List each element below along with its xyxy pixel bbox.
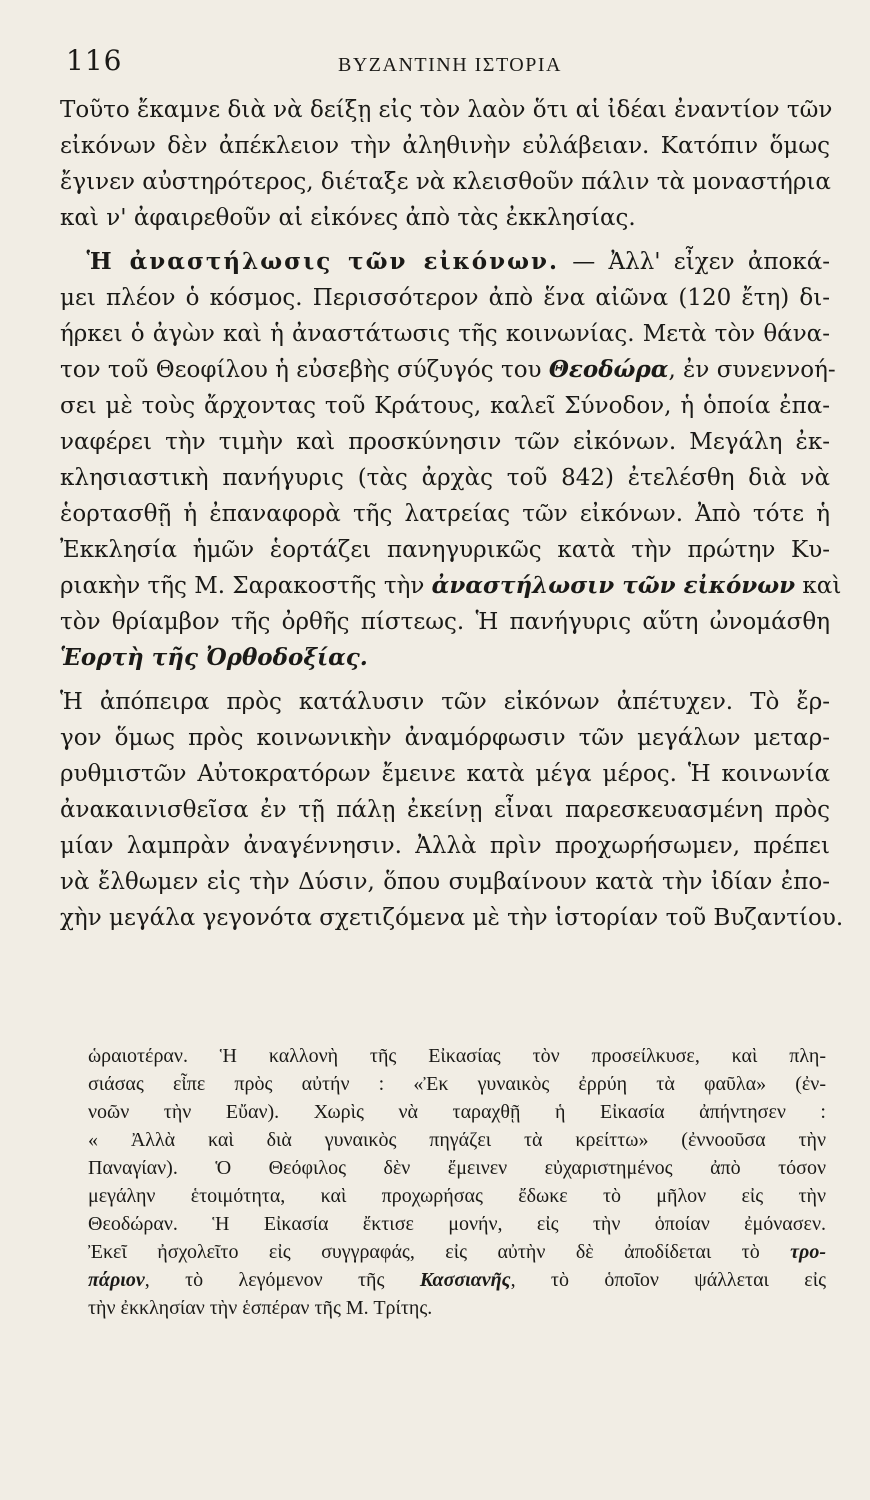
footnote-line (88, 1266, 826, 1294)
text-line: μει πλέον ὁ κόσμος. Περισσότερον ἀπὸ ἕνα αἰῶνα (120 ἔτη) δι- (60, 285, 830, 311)
text-run: — Ἀλλ' εἶχεν ἀποκά- (558, 249, 830, 275)
text-line: Ἐκκλησία ἡμῶν ἑορτάζει πανηγυρικῶς κατὰ τὴν πρώτην Κυ- (60, 537, 830, 563)
page-header (66, 42, 810, 82)
footnote-line: Θεοδώραν. Ἡ Εἰκασία ἔκτισε μονήν, εἰς τὴν ὁποίαν ἐμόνασεν. (88, 1213, 826, 1235)
text-line: ἔγινεν αὐστηρότερος, διέταξε νὰ κλεισθοῦν πάλιν τὰ μοναστήρια (60, 169, 831, 195)
emphasis-restoration: ἀναστήλωσιν τῶν εἰκόνων (431, 572, 796, 599)
text-line: Τοῦτο ἔκαμνε διὰ νὰ δείξῃ εἰς τὸν λαὸν ὅτι αἱ ἰδέαι ἐναντίον τῶν (60, 97, 833, 123)
text-line: μίαν λαμπρὰν ἀναγέννησιν. Ἀλλὰ πρὶν προχωρήσωμεν, πρέπει (60, 833, 830, 859)
text-line (60, 244, 830, 280)
text-run: Ἐκεῖ ἠσχολεῖτο εἰς συγγραφάς, εἰς αὐτὴν δὲ ἀποδίδεται τὸ (88, 1241, 760, 1263)
text-run: τον τοῦ Θεοφίλου ἡ εὐσεβὴς σύζυγός του (60, 357, 542, 383)
footnote-line: νοῶν τὴν Εὔαν). Χωρὶς νὰ ταραχθῇ ἡ Εἰκασία ἀπήντησεν : (88, 1101, 826, 1123)
footnote-block (88, 1042, 826, 1322)
text-line (60, 640, 830, 676)
text-run: , τὸ λεγόμενον τῆς (144, 1269, 385, 1291)
text-line: νὰ ἔλθωμεν εἰς τὴν Δύσιν, ὅπου συμβαίνουν κατὰ τὴν ἰδίαν ἐπο- (60, 869, 830, 895)
emphasis-feast-name: Ἑορτὴ τῆς Ὀρθοδοξίας. (60, 644, 368, 671)
emphasis-kassiani: Κασσιανῆς (419, 1269, 511, 1291)
text-line: χὴν μεγάλα γεγονότα σχετιζόμενα μὲ τὴν ἱστορίαν τοῦ Βυζαντίου. (60, 905, 844, 931)
text-line: ρυθμιστῶν Αὐτοκρατόρων ἔμεινε κατὰ μέγα μέρος. Ἡ κοινωνία (60, 761, 830, 787)
emphasis-troparion-end: πάριον (88, 1269, 145, 1291)
running-title: ΒΥΖΑΝΤΙΝΗ ΙΣΤΟΡΙΑ (338, 54, 562, 76)
text-line: γον ὅμως πρὸς κοινωνικὴν ἀναμόρφωσιν τῶν μεγάλων μεταρ- (60, 725, 830, 751)
text-run: ριακὴν τῆς Μ. Σαρακοστῆς τὴν (60, 573, 425, 599)
page-number: 116 (66, 44, 123, 77)
text-line: ναφέρει τὴν τιμὴν καὶ προσκύνησιν τῶν εἰκόνων. Μεγάλη ἐκ- (60, 429, 830, 455)
text-line: ἑορτασθῇ ἡ ἐπαναφορὰ τῆς λατρείας τῶν εἰκόνων. Ἀπὸ τότε ἡ (60, 501, 830, 527)
text-line: κλησιαστικὴ πανήγυρις (τὰς ἀρχὰς τοῦ 842) ἐτελέσθη διὰ νὰ (60, 465, 830, 491)
footnote-line: σιάσας εἶπε πρὸς αὐτήν : «Ἐκ γυναικὸς ἐρρύη τὰ φαῦλα» (ἐν- (88, 1073, 826, 1095)
footnote-line: « Ἀλλὰ καὶ διὰ γυναικὸς πηγάζει τὰ κρείττω» (ἐννοοῦσα τὴν (88, 1129, 826, 1151)
emphasis-troparion-start: τρο- (790, 1241, 827, 1263)
text-run: , τὸ ὁποῖον ψάλλεται εἰς (510, 1269, 826, 1291)
paragraph-3 (60, 684, 844, 936)
footnote-line: Παναγίαν). Ὁ Θεόφιλος δὲν ἔμεινεν εὐχαριστημένος ἀπὸ τόσον (88, 1157, 826, 1179)
text-line: Ἡ ἀπόπειρα πρὸς κατάλυσιν τῶν εἰκόνων ἀπέτυχεν. Τὸ ἔρ- (60, 689, 830, 715)
section-heading: Ἡ ἀναστήλωσις τῶν εἰκόνων. (86, 248, 559, 275)
paragraph-1 (60, 92, 833, 236)
text-line: ἀνακαινισθεῖσα ἐν τῇ πάλῃ ἐκείνῃ εἶναι παρεσκευασμένη πρὸς (60, 797, 830, 823)
text-line: σει μὲ τοὺς ἄρχοντας τοῦ Κράτους, καλεῖ Σύνοδον, ἡ ὁποία ἐπα- (60, 393, 830, 419)
text-line: εἰκόνων δὲν ἀπέκλειον τὴν ἀληθινὴν εὐλάβειαν. Κατόπιν ὅμως (60, 133, 830, 159)
text-run: , ἐν συνεννοή- (668, 357, 836, 383)
paragraph-2 (60, 244, 842, 676)
footnote-line: ὡραιοτέραν. Ἡ καλλονὴ τῆς Εἰκασίας τὸν προσείλκυσε, καὶ πλη- (88, 1045, 826, 1067)
text-line (60, 568, 842, 604)
main-text (60, 92, 844, 944)
footnote-line: τὴν ἐκκλησίαν τὴν ἑσπέραν τῆς Μ. Τρίτης. (88, 1297, 433, 1319)
footnote-line: μεγάλην ἑτοιμότητα, καὶ προχωρήσας ἔδωκε τὸ μῆλον εἰς τὴν (88, 1185, 826, 1207)
text-line: ήρκει ὁ ἀγὼν καὶ ἡ ἀναστάτωσις τῆς κοινωνίας. Μετὰ τὸν θάνα- (60, 321, 830, 347)
emphasis-theodora: Θεοδώρα (548, 356, 669, 383)
text-line (60, 352, 836, 388)
footnote-line (88, 1238, 826, 1266)
text-line: καὶ ν' ἀφαιρεθοῦν αἱ εἰκόνες ἀπὸ τὰς ἐκκλησίας. (60, 205, 636, 231)
text-line: τὸν θρίαμβον τῆς ὀρθῆς πίστεως. Ἡ πανήγυρις αὕτη ὠνομάσθη (60, 609, 830, 635)
text-run: καὶ (795, 573, 842, 599)
